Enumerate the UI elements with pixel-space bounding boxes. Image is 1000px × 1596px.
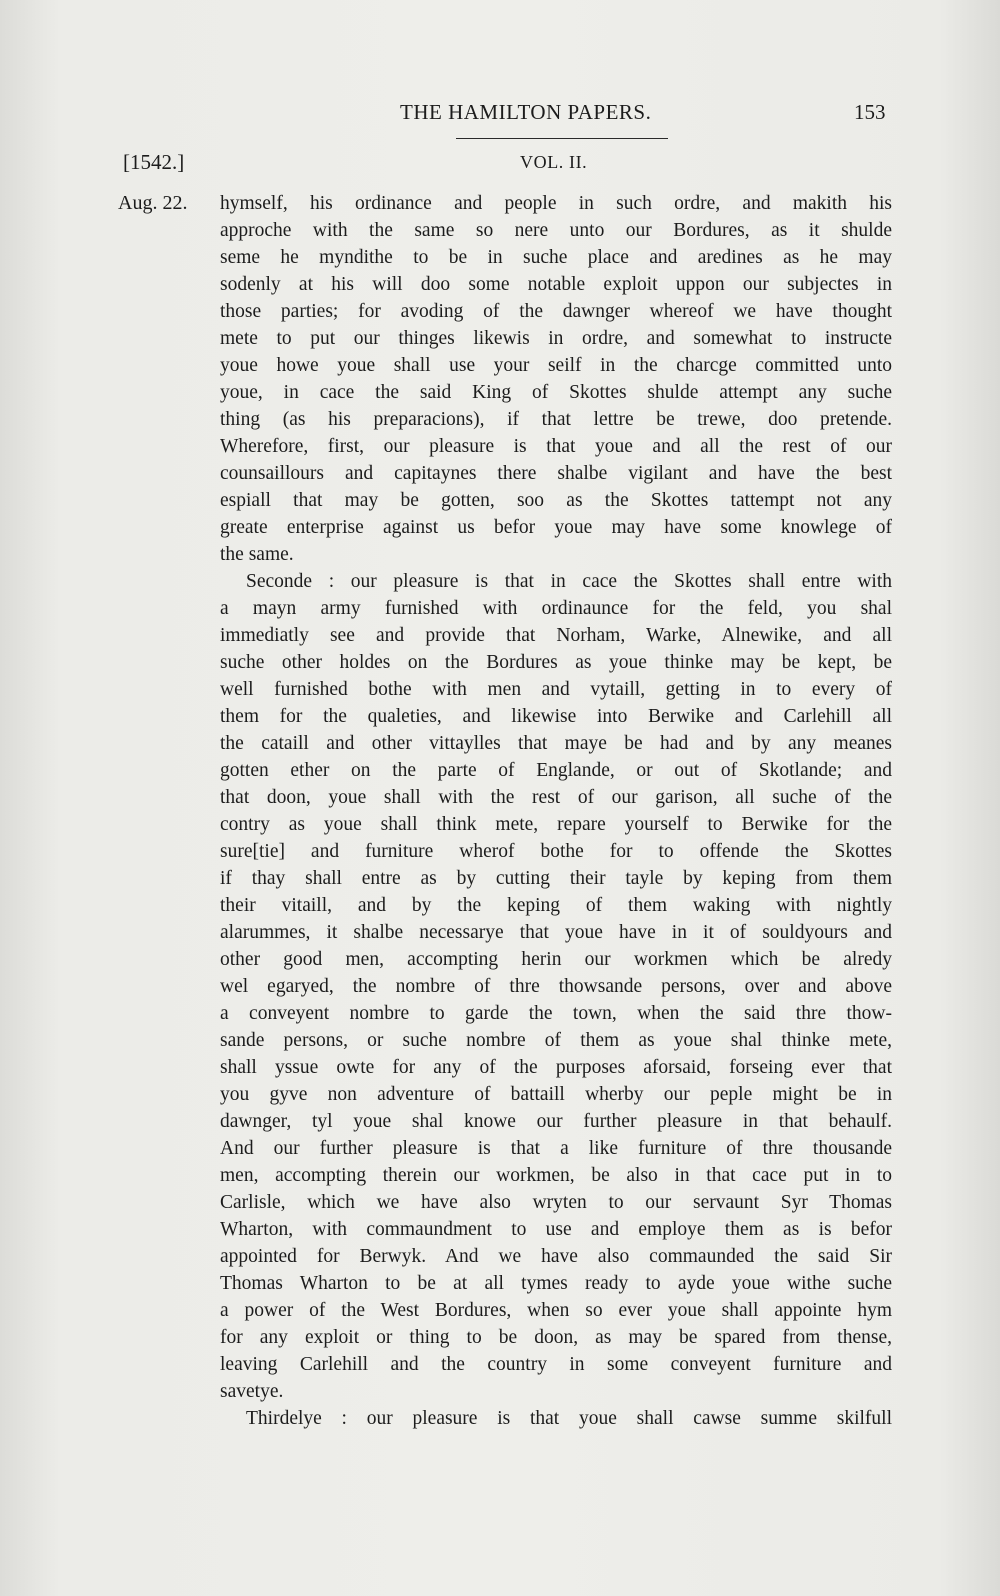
text-line: alarummes, it shalbe necessarye that youe have in it of souldyours and	[220, 922, 892, 943]
text-line: gotten ether on the parte of Englande, or out of Skotlande; and	[220, 760, 892, 781]
text-line: other good men, accompting herin our workmen which be alredy	[220, 949, 892, 970]
text-line: immediatly see and provide that Norham, Warke, Alnewike, and all	[220, 625, 892, 646]
page-number: 153	[854, 100, 886, 124]
running-head	[0, 100, 1000, 130]
text-line: seme he myndithe to be in suche place and aredines as he may	[220, 247, 892, 268]
text-line: sure[tie] and furniture wherof bothe for to offende the Skottes	[220, 841, 892, 862]
text-line: thing (as his preparacions), if that lettre be trewe, doo pretende.	[220, 409, 892, 430]
body-text	[220, 190, 892, 1432]
text-line: that doon, youe shall with the rest of our garison, all suche of the	[220, 787, 892, 808]
text-line: well furnished bothe with men and vytaill, getting in to every of	[220, 679, 892, 700]
text-line: shall yssue owte for any of the purposes aforsaid, forseing ever that	[220, 1057, 892, 1078]
text-line: wel egaryed, the nombre of thre thowsande persons, over and above	[220, 976, 892, 997]
text-line: their vitaill, and by the keping of them waking with nightly	[220, 895, 892, 916]
text-line: Thomas Wharton to be at all tymes ready to ayde youe withe suche	[220, 1273, 892, 1294]
text-line: the same.	[220, 544, 294, 565]
running-title: THE HAMILTON PAPERS.	[400, 100, 652, 124]
text-line: savetye.	[220, 1381, 284, 1402]
text-line: Thirdelye : our pleasure is that youe shall cawse summe skilfull	[246, 1408, 892, 1429]
text-line: leaving Carlehill and the country in some conveyent furniture and	[220, 1354, 892, 1375]
text-line: Carlisle, which we have also wryten to our servaunt Syr Thomas	[220, 1192, 892, 1213]
text-line: for any exploit or thing to be doon, as may be spared from thense,	[220, 1327, 892, 1348]
text-line: men, accompting therein our workmen, be also in that cace put in to	[220, 1165, 892, 1186]
text-line: Wherefore, first, our pleasure is that youe and all the rest of our	[220, 436, 892, 457]
text-line: sande persons, or suche nombre of them as youe shal thinke mete,	[220, 1030, 892, 1051]
text-line: approche with the same so nere unto our Bordures, as it shulde	[220, 220, 892, 241]
text-line: them for the qualeties, and likewise into Berwike and Carlehill all	[220, 706, 892, 727]
text-line: a power of the West Bordures, when so ever youe shall appointe hym	[220, 1300, 892, 1321]
text-line: the cataill and other vittaylles that maye be had and by any meanes	[220, 733, 892, 754]
text-line: those parties; for avoding of the dawnger whereof we have thought	[220, 301, 892, 322]
text-line: if thay shall entre as by cutting their tayle by keping from them	[220, 868, 892, 889]
text-line: appointed for Berwyk. And we have also commaunded the said Sir	[220, 1246, 892, 1267]
text-line: greate enterprise against us befor youe may have some knowlege of	[220, 517, 892, 538]
text-line: Seconde : our pleasure is that in cace the Skottes shall entre with	[246, 571, 892, 592]
text-line: a conveyent nombre to garde the town, when the said thre thow-	[220, 1003, 892, 1024]
text-line: dawnger, tyl youe shal knowe our further pleasure in that behaulf.	[220, 1111, 892, 1132]
volume-marker: VOL. II.	[520, 152, 588, 172]
text-line: youe, in cace the said King of Skottes shulde attempt any suche	[220, 382, 892, 403]
text-line: Wharton, with commaundment to use and employe them as is befor	[220, 1219, 892, 1240]
year-marker: [1542.]	[123, 150, 185, 174]
header-rule	[456, 138, 668, 139]
text-line: hymself, his ordinance and people in such ordre, and makith his	[220, 193, 892, 214]
text-line: espiall that may be gotten, soo as the Skottes tattempt not any	[220, 490, 892, 511]
text-line: And our further pleasure is that a like furniture of thre thousande	[220, 1138, 892, 1159]
text-line: contry as youe shall think mete, repare yourself to Berwike for the	[220, 814, 892, 835]
text-line: you gyve non adventure of battaill wherby our peple might be in	[220, 1084, 892, 1105]
text-line: sodenly at his will doo some notable exploit uppon our subjectes in	[220, 274, 892, 295]
text-line: youe howe youe shall use your seilf in the charcge committed unto	[220, 355, 892, 376]
text-line: counsaillours and capitaynes there shalbe vigilant and have the best	[220, 463, 892, 484]
margin-date: Aug. 22.	[118, 192, 188, 214]
text-line: mete to put our thinges likewis in ordre, and somewhat to instructe	[220, 328, 892, 349]
text-line: suche other holdes on the Bordures as youe thinke may be kept, be	[220, 652, 892, 673]
text-line: a mayn army furnished with ordinaunce for the feld, you shal	[220, 598, 892, 619]
